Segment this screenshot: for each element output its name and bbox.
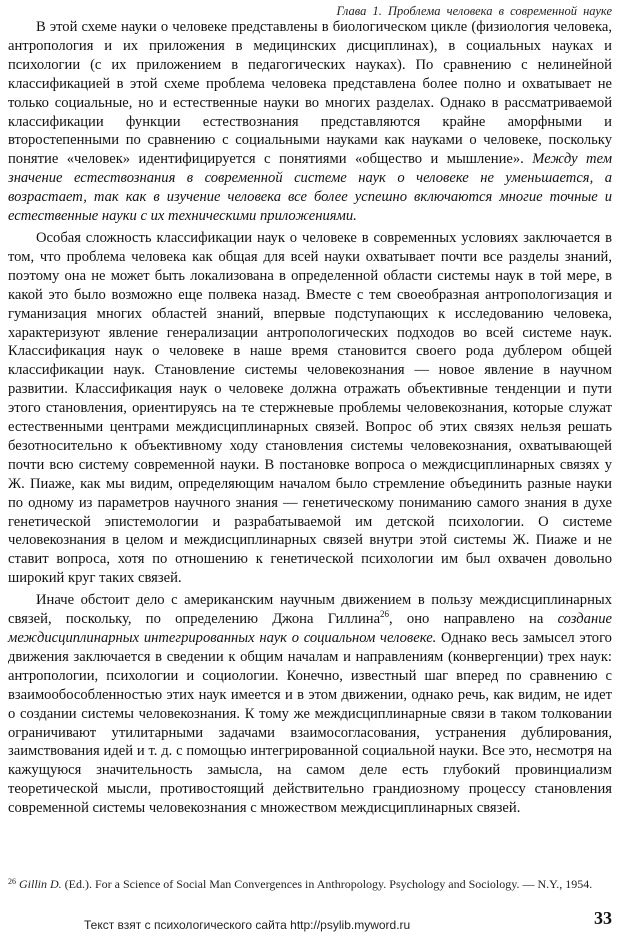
paragraph-1-text: В этой схеме науки о человеке представлены в биологическом цикле (физиология человека, антропология и их приложения в медицинских дисциплинах), в социальных науках и психологии (с их приложением в педагогических науках). По сравнению с нелинейной классификацией в этой схеме проблема человека представлена более полно и охватывает не только социальные, но и естественные науки во многих разделах. Однако в рассматриваемой классификации функции естествознания представляются крайне аморфными и второстепенными по сравнению с социальными науками как науками о человеке, поскольку понятие «человек» идентифицируется с понятиями «общество и мышление». <box>8 19 612 168</box>
paragraph-1-italic: Между тем значение естествознания в современной системе наук о человеке не уменьшается, а возрастает, так как в изучение человека все более успешно включаются многие точные и естественные науки с их техническими приложениями. <box>8 151 613 225</box>
footnote-number: 26 <box>8 877 16 886</box>
footnote-author: Gillin D. <box>19 877 62 891</box>
footnote <box>8 877 612 892</box>
paragraph-3-text-mid: , оно направлено на <box>389 611 558 628</box>
paragraph-3-text-after: Однако весь замысел этого движения заключается в сведении к общим началам и направлениям (конвергенции) трех наук: антропологии, психологии и социологии. Конечно, известный шаг вперед по сравнению с взаимообособленностью этих наук имеется и в этом движении, однако речь, как видим, не идет о создании системы человекознания. К тому же междисциплинарные связи в таком толковании ограничивают утилитарными задачами взаимосогласования, устранения дублирования, заимствования идей и т. д. с помощью интегрированной социальной науки. Все это, несмотря на кажущуюся значительность замысла, на самом деле есть глубокий провинциализм теоретической мысли, противостоящий действительно грандиозному процессу становления современной системы человекознания с множеством междисциплинарных связей. <box>8 630 612 817</box>
footnote-ref[interactable]: 26 <box>380 609 390 620</box>
body-text <box>8 18 612 818</box>
paragraph-2: Особая сложность классификации наук о человеке в современных условиях заключается в том, что проблема человека как общая для всей науки охватывает почти все разделы знаний, поэтому она не может быть локализована в определенной области системы наук в той мере, в какой это было возможно еще полвека назад. Вместе с тем своеобразная антропологизация и гуманизация многих областей знаний, впервые подступающих к исследованию человека, характеризуют явление генерализации антропологических подходов во всей системе наук. Классификация наук о человеке в наше время становится своего рода дублером общей классификации наук. Становление системы человекознания — новое явление в научном развитии. Классификация наук о человеке должна отражать объективные тенденции и пути этого становления, ориентируясь на те стержневые проблемы человекознания, которые служат естественными центрами междисциплинарных связей. Вопрос об этих связях нельзя решать безотносительно к объективному ходу становления системы человекознания, охватывающей почти всю систему современной науки. В постановке вопроса о междисциплинарных связях у Ж. Пиаже, как мы видим, определяющим началом было стремление объединить разные науки по одному из параметров научного знания — генетическому пониманию самого знания в духе генетической эпистемологии и разрабатываемой им детской психологии. О системе человекознания в целом и междисциплинарных связей внутри этой системы Ж. Пиаже и не ставит вопроса, хотя по отношению к генетической психологии им был охвачен довольно широкий круг таких связей. <box>8 229 612 587</box>
page-number: 33 <box>594 908 612 928</box>
paragraph-1 <box>8 18 612 226</box>
source-line: Текст взят с психологического сайта http://psylib.myword.ru <box>84 918 411 932</box>
footnote-text: (Ed.). For a Science of Social Man Convergences in Anthropology. Psychology and Sociology. — N.Y., 1954. <box>61 877 593 891</box>
paragraph-3 <box>8 591 612 818</box>
running-header: Глава 1. Проблема человека в современной науке <box>336 4 612 18</box>
paragraph-3-italic: создание междисциплинарных интегрированных наук о социальном человеке. <box>8 611 612 646</box>
paragraph-3-text-before: Иначе обстоит дело с американским научным движением в пользу междисциплинарных связей, поскольку, по определению Джона Гиллина <box>8 592 612 628</box>
